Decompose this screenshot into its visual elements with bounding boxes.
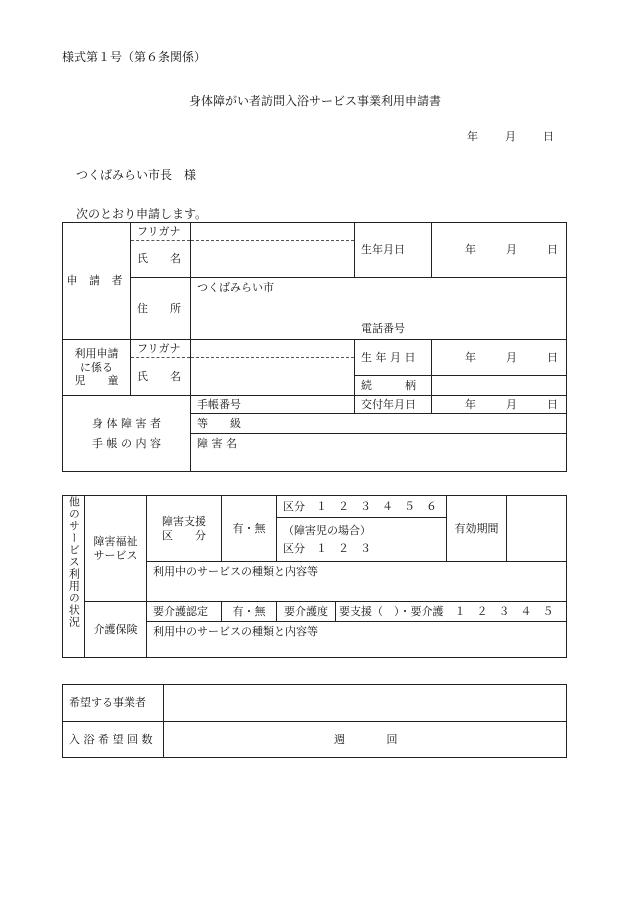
applicant-birth-day: 日 <box>547 243 558 257</box>
validity-period-field[interactable] <box>507 496 567 562</box>
form-number: 様式第１号（第６条関係） <box>62 50 207 64</box>
care-services-in-use[interactable] <box>147 622 567 658</box>
applicant-name-label: 氏 名 <box>131 241 191 278</box>
care-level-values[interactable]: 要支援（ ）・要介護 １ ２ ３ ４ ５ <box>336 602 567 622</box>
applicant-birthdate-field[interactable] <box>432 223 567 278</box>
applicant-phone-row[interactable] <box>191 320 567 340</box>
child-birth-year: 年 <box>465 350 476 364</box>
applicant-phone-label: 電話番号 <box>361 322 405 336</box>
handbook-section-label <box>63 396 191 472</box>
child-birthdate-field[interactable] <box>432 340 567 376</box>
date-day: 日 <box>543 130 554 143</box>
applicant-birthdate-label: 生年月日 <box>355 223 432 278</box>
bath-frequency-field[interactable] <box>164 722 567 758</box>
applicant-section-label: 申 請 者 <box>63 223 131 340</box>
welfare-label-line1: 障害福祉 <box>93 534 138 548</box>
care-insurance-label: 介護保険 <box>85 602 147 658</box>
times-label: 回 <box>386 732 398 746</box>
week-label: 週 <box>334 732 345 746</box>
handbook-grade-field[interactable] <box>191 414 567 434</box>
welfare-services-in-use[interactable] <box>147 562 567 602</box>
other-services-table <box>62 495 567 658</box>
handbook-label-line2: 手 帳 の 内 容 <box>92 436 161 450</box>
child-label-line3: 児 童 <box>74 374 119 388</box>
welfare-label-line2: サービス <box>93 548 138 562</box>
support-class-label <box>147 496 222 562</box>
handbook-issue-date-label: 交付年月日 <box>355 396 432 414</box>
support-class-line1: 障害支援 <box>162 514 206 528</box>
child-section-label <box>63 340 131 396</box>
welfare-services-in-use-label: 利用中のサービスの種類と内容等 <box>153 565 318 578</box>
applicant-address-value: つくばみらい市 <box>197 281 274 294</box>
applicant-address-field[interactable] <box>191 278 567 320</box>
date-month: 月 <box>505 130 516 143</box>
support-class-yes-no[interactable]: 有・無 <box>222 496 277 562</box>
handbook-number-label: 手帳番号 <box>197 397 241 411</box>
care-services-in-use-label: 利用中のサービスの種類と内容等 <box>153 625 318 638</box>
applicant-birth-month: 月 <box>506 243 517 257</box>
applicant-birth-year: 年 <box>465 243 476 257</box>
child-label-line2: に係る <box>80 360 113 374</box>
handbook-number-field[interactable] <box>191 396 355 414</box>
child-case-label: （障害児の場合） <box>283 523 371 537</box>
date-year: 年 <box>467 130 478 143</box>
child-birth-month: 月 <box>506 350 517 364</box>
handbook-disability-field[interactable] <box>191 434 567 472</box>
child-furigana-label: フリガナ <box>131 340 191 358</box>
support-class-line2: 区 分 <box>162 528 206 542</box>
child-furigana-field[interactable] <box>191 340 355 358</box>
child-birth-day: 日 <box>547 350 558 364</box>
applicant-name-field[interactable] <box>191 241 355 278</box>
child-case-cell[interactable] <box>277 518 447 562</box>
child-name-label: 氏 名 <box>131 358 191 396</box>
handbook-label-line1: 身 体 障 害 者 <box>92 416 161 430</box>
form-title: 身体障がい者訪問入浴サービス事業利用申請書 <box>188 94 441 108</box>
care-level-label: 要介護度 <box>277 602 336 622</box>
applicant-furigana-label: フリガナ <box>131 223 191 241</box>
child-class-values: 区分 １ ２ ３ <box>283 541 371 555</box>
support-class-values[interactable]: 区分 １ ２ ３ ４ ５ ６ <box>277 496 447 518</box>
other-services-section-label: 他のサービス利用の状況 <box>63 496 85 658</box>
bath-frequency-label: 入 浴 希 望 回 数 <box>63 722 164 758</box>
preferred-provider-label: 希望する事業者 <box>63 685 164 722</box>
care-cert-label: 要介護認定 <box>147 602 222 622</box>
child-relationship-field[interactable] <box>432 376 567 396</box>
issue-month: 月 <box>506 397 517 411</box>
applicant-address-label: 住 所 <box>131 278 191 340</box>
applicant-table <box>62 222 567 472</box>
issue-day: 日 <box>547 397 558 411</box>
preferences-table <box>62 684 567 758</box>
handbook-issue-date-field[interactable] <box>432 396 567 414</box>
preferred-provider-field[interactable] <box>164 685 567 722</box>
child-name-field[interactable] <box>191 358 355 396</box>
child-birthdate-label: 生 年 月 日 <box>355 340 432 376</box>
care-cert-yes-no[interactable]: 有・無 <box>222 602 277 622</box>
handbook-disability-label: 障 害 名 <box>197 437 237 450</box>
child-relationship-label: 続 柄 <box>355 376 432 396</box>
child-label-line1: 利用申請 <box>74 346 119 360</box>
handbook-grade-label: 等 級 <box>197 416 241 430</box>
issue-year: 年 <box>465 397 476 411</box>
addressee: つくばみらい市長 様 <box>76 168 197 182</box>
welfare-service-label <box>85 496 147 602</box>
applicant-furigana-field[interactable] <box>191 223 355 241</box>
intro-text: 次のとおり申請します。 <box>76 207 208 221</box>
validity-period-label: 有効期間 <box>447 496 507 562</box>
